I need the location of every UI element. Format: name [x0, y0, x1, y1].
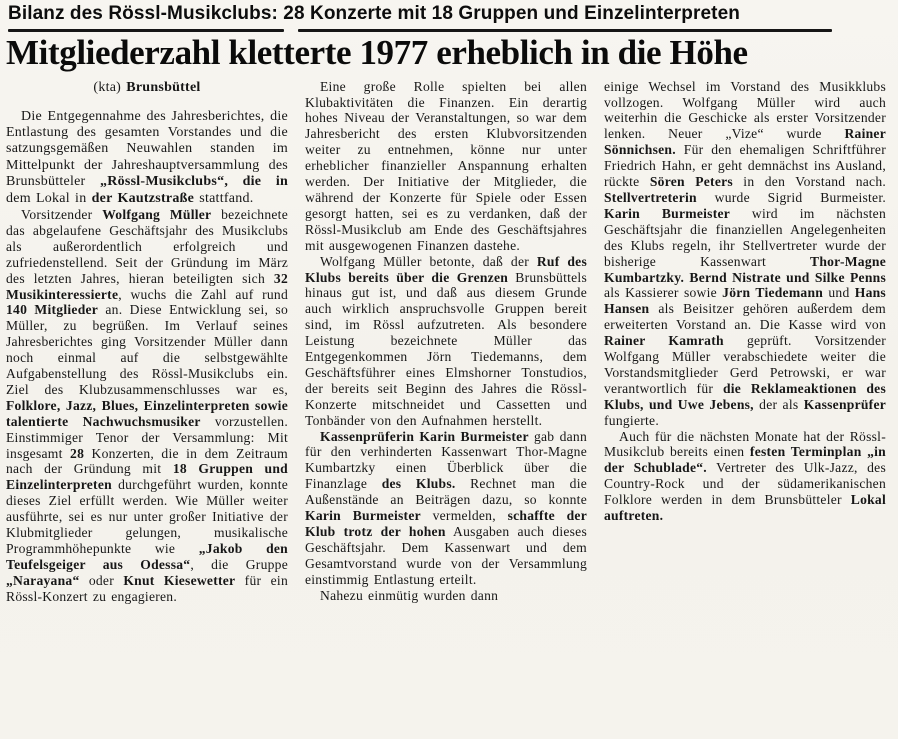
- kicker-underline-segment-1: [8, 29, 284, 32]
- article-paragraph: Kassenprüferin Karin Burmeister gab dann für den verhinderten Kassenwart Thor-Magne Kumbartzky einen Überblick über die Finanzlage des Klubs. Rechnet man die Außenstände an Beiträgen dazu, so konnte Karin Burmeister vermelden, schaffte der Klub trotz der hohen Ausgaben auch dieses Geschäftsjahr. Dem Kassenwart und dem Gesamtvorstand wurde von der Versammlung einstimmig Entlastung erteilt.: [305, 428, 588, 587]
- byline-location: Brunsbüttel: [126, 79, 201, 95]
- article-paragraph: Auch für die nächsten Monate hat der Rössl-Musikclub bereits einen festen Terminplan „in der Schublade“. Vertreter des Ulk-Jazz, des Country-Rock und der südamerikanischen Folklore werden in dem Brunsbütteler Lokal auftreten.: [604, 428, 886, 524]
- article-column-3: [604, 79, 886, 524]
- main-headline: Mitgliederzahl kletterte 1977 erheblich in die Höhe: [6, 32, 748, 72]
- article-paragraph: Nahezu einmütig wurden dann: [320, 587, 499, 603]
- article-column-1: [6, 79, 288, 605]
- article-paragraph: einige Wechsel im Vorstand des Musikklubs vollzogen. Wolfgang Müller wird auch weiterhin die Geschicke als erster Vorsitzender lenken. Neuer „Vize“ wurde Rainer Sönnichsen. Für den ehemaligen Schriftführer Friedrich Hahn, er geht demnächst ins Ausland, rückte Sören Peters in den Vorstand nach. Stellvertreterin wurde Sigrid Burmeister. Karin Burmeister wird im nächsten Geschäftsjahr die finanziellen Angelegenheiten des Klubs regeln, ihr Stellvertreter wurde der bisherige Kassenwart Thor-Magne Kumbartzky. Bernd Nistrate und Silke Penns als Kassierer sowie Jörn Tiedemann und Hans Hansen als Beisitzer gehören außerdem dem erweiterten Vorstand an. Die Kasse wird von Rainer Kamrath geprüft. Vorsitzender Wolfgang Müller verabschiedete weiter die Vorstandsmitglieder Gerd Petrowski, er war verantwortlich für die Reklameaktionen des Klubs, und Uwe Jebens, der als Kassenprüfer fungierte.: [604, 78, 887, 428]
- article-paragraph: Die Entgegennahme des Jahresberichtes, die Entlastung des gesamten Vorstandes und die satzungsgemäßen Neuwahlen standen im Mittelpunkt der Jahreshauptversammlung des Brunsbütteler „Rössl-Musikclubs“, die in dem Lokal in der Kautzstraße stattfand.: [6, 108, 288, 206]
- article-paragraph: Vorsitzender Wolfgang Müller bezeichnete das abgelaufene Geschäftsjahr des Musikclubs als außerordentlich erfolgreich und zufriedenstellend. Seit der Gründung im März des letzten Jahres, hieran beteiligten sich 32 Musikinteressierte, wuchs die Zahl auf rund 140 Mitglieder an. Diese Entwicklung sei, so Müller, zu begrüßen. Im Verlauf seines Jahresberichtes ging Vorsitzender Müller dann noch einmal auf die selbstgewählte Aufgabenstellung des Rössl-Musikclubs ein. Ziel des Klubzusammenschlusses war es, Folklore, Jazz, Blues, Einzelinterpreten sowie talentierte Nachwuchsmusiker vorzustellen. Einstimmiger Tenor der Versammlung: Mit insgesamt 28 Konzerten, die in dem Zeitraum nach der Gründung mit 18 Gruppen und Einzelinterpreten durchgeführt wurden, konnte dieses Ziel erfüllt werden. Wie Müller weiter ausführte, sei es nur unter großer Initiative der Klubmitglieder gelungen, musikalische Programmhöhepunkte wie „Jakob den Teufelsgeiger aus Odessa“, die Gruppe „Narayana“ oder Knut Kiesewetter für ein Rössl-Konzert zu engagieren.: [6, 206, 288, 604]
- kicker-headline: Bilanz des Rössl-Musikclubs: 28 Konzerte mit 18 Gruppen und Einzelinterpreten: [8, 3, 740, 24]
- article-columns: [6, 79, 890, 605]
- article-paragraph: Wolfgang Müller betonte, daß der Ruf des Klubs bereits über die Grenzen Brunsbüttels hinaus gut ist, und daß aus diesem Grunde auch wirklich anspruchsvolle Gruppen bereit sind, im Rössl aufzutreten. Als besondere Leistung bezeichnete Müller das Entgegenkommen Jörn Tiedemanns, dem Geschäftsführer eines Elmshorner Tonstudios, der bereits seit Beginn des Jahres die Rössl-Konzerte mitschneidet und Cassetten und Tonbänder von den Aufnahmen herstellt.: [305, 253, 587, 428]
- byline-agency: (kta): [93, 79, 122, 95]
- kicker-underline: [8, 29, 890, 32]
- article-column-2: [305, 79, 587, 604]
- kicker-underline-segment-2: [298, 29, 832, 32]
- byline: [6, 80, 288, 96]
- article-paragraph: Eine große Rolle spielten bei allen Klubaktivitäten die Finanzen. Ein derartig hohes Niveau der Veranstaltungen, so war dem Jahresbericht des ersten Klubvorsitzenden weiter zu entnehmen, könne nur unter erheblicher finanzieller Anspannung erhalten werden. Der Initiative der Mitglieder, die während der Konzerte für Spiele oder Essen gesorgt hatten, sei es zu verdanken, daß der Rössl-Musikclub am Ende des Geschäftsjahres mit ausgewogenen Finanzen dastehe.: [305, 78, 587, 253]
